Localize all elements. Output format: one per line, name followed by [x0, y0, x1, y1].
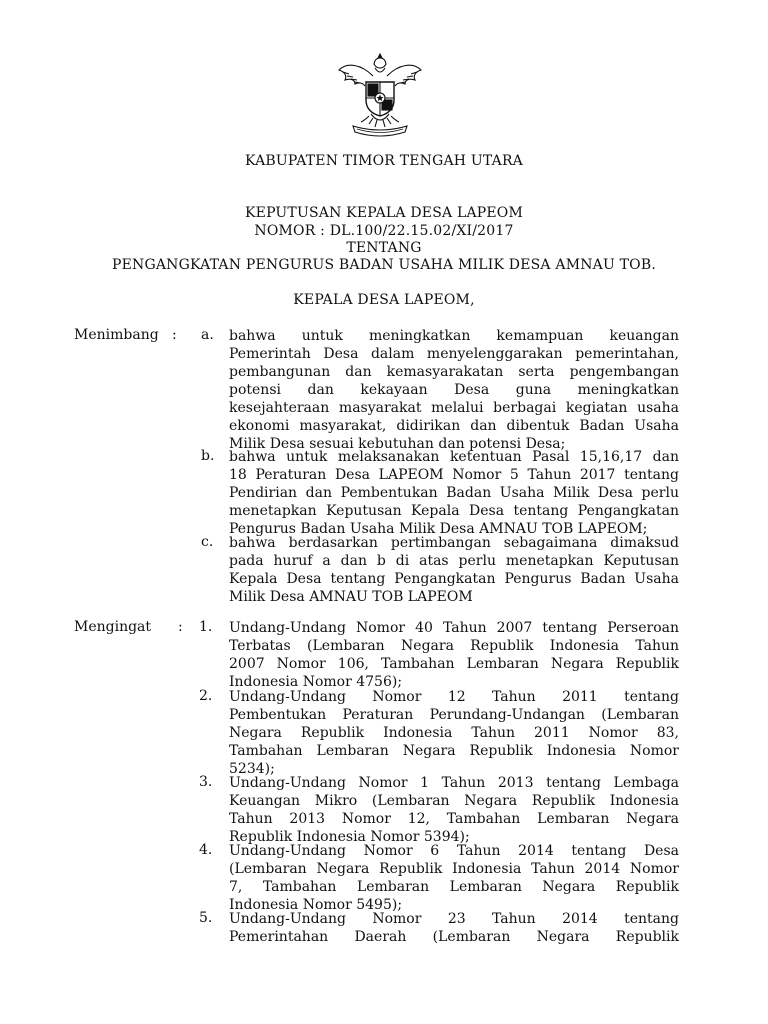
legal-basis-item [229, 774, 679, 846]
legal-basis-item [229, 842, 679, 914]
text-line: Terbatas (Lembaran Negara Republik Indonesia Tahun [229, 638, 679, 654]
text-line: 5234); [229, 761, 275, 777]
text-line: Undang-Undang Nomor 40 Tahun 2007 tentang Perseroan [229, 620, 679, 636]
issuing-authority: KEPALA DESA LAPEOM, [293, 292, 475, 308]
consideration-item [229, 327, 679, 453]
consideration-marker: a. [201, 327, 214, 343]
menimbang-label: Menimbang [74, 327, 159, 343]
text-line: Indonesia Nomor 4756); [229, 674, 403, 690]
legal-basis-marker: 5. [199, 910, 213, 926]
menimbang-colon: : [172, 327, 177, 343]
consideration-item [229, 448, 679, 538]
text-line: kesejahteraan masyarakat melalui berbagai kegiatan usaha [229, 400, 679, 416]
text-line: 7, Tambahan Lembaran Lembaran Negara Republik [229, 879, 679, 895]
text-line: 2007 Nomor 106, Tambahan Lembaran Negara Republik [229, 656, 679, 672]
text-line: potensi dan kekayaan Desa guna meningkatkan [229, 382, 679, 398]
text-line: Pendirian dan Pembentukan Badan Usaha Milik Desa perlu [229, 485, 679, 501]
text-line: Pembentukan Peraturan Perundang-Undangan (Lembaran [229, 707, 679, 723]
text-line: pembangunan dan kemasyarakatan serta pengembangan [229, 364, 679, 380]
text-line: Pengurus Badan Usaha Milik Desa AMNAU TOB LAPEOM; [229, 521, 648, 537]
text-line: Undang-Undang Nomor 12 Tahun 2011 tentang [229, 689, 679, 705]
consideration-marker: c. [201, 534, 214, 550]
consideration-marker: b. [201, 448, 215, 464]
text-line: bahwa untuk melaksanakan ketentuan Pasal 15,16,17 dan [229, 449, 679, 465]
text-line: bahwa berdasarkan pertimbangan sebagaimana dimaksud [229, 535, 679, 551]
legal-basis-marker: 4. [199, 842, 213, 858]
text-line: Milik Desa AMNAU TOB LAPEOM [229, 589, 473, 605]
decree-about: TENTANG [346, 240, 422, 256]
text-line: Tambahan Lembaran Negara Republik Indonesia Nomor [229, 743, 679, 759]
text-line: Negara Republik Indonesia Tahun 2011 Nomor 83, [229, 725, 679, 741]
text-line: Undang-Undang Nomor 6 Tahun 2014 tentang Desa [229, 843, 679, 859]
text-line: Milik Desa sesuai kebutuhan dan potensi Desa; [229, 436, 566, 452]
legal-basis-item [229, 910, 679, 946]
legal-basis-marker: 3. [199, 774, 213, 790]
text-line: Republik Indonesia Nomor 5394); [229, 829, 470, 845]
text-line: Indonesia Nomor 5495); [229, 897, 403, 913]
consideration-item [229, 534, 679, 606]
text-line: Tahun 2013 Nomor 12, Tambahan Lembaran Negara [229, 811, 679, 827]
text-line: bahwa untuk meningkatkan kemampuan keuangan [229, 328, 679, 344]
text-line: pada huruf a dan b di atas perlu menetapkan Keputusan [229, 553, 679, 569]
text-line: Keuangan Mikro (Lembaran Negara Republik Indonesia [229, 793, 679, 809]
decree-title: KEPUTUSAN KEPALA DESA LAPEOM [244, 205, 524, 221]
legal-basis-marker: 1. [199, 619, 213, 635]
decree-number: NOMOR : DL.100/22.15.02/XI/2017 [254, 223, 514, 239]
text-line: menetapkan Keputusan Kepala Desa tentang Pengangkatan [229, 503, 679, 519]
text-line: Pemerintah Desa dalam menyelenggarakan pemerintahan, [229, 346, 679, 362]
text-line: Undang-Undang Nomor 23 Tahun 2014 tentang [229, 911, 679, 927]
text-line: 18 Peraturan Desa LAPEOM Nomor 5 Tahun 2017 tentang [229, 467, 679, 483]
decree-subject: PENGANGKATAN PENGURUS BADAN USAHA MILIK DESA AMNAU TOB. [112, 257, 656, 273]
text-line: ekonomi masyarakat, didirikan dan dibentuk Badan Usaha [229, 418, 679, 434]
text-line: Kepala Desa tentang Pengangkatan Pengurus Badan Usaha [229, 571, 679, 587]
garuda-emblem-icon [335, 52, 425, 138]
legal-basis-item [229, 688, 679, 778]
text-line: Undang-Undang Nomor 1 Tahun 2013 tentang Lembaga [229, 775, 679, 791]
mengingat-label: Mengingat [74, 619, 152, 635]
legal-basis-item [229, 619, 679, 691]
mengingat-colon: : [178, 619, 183, 635]
text-line: (Lembaran Negara Republik Indonesia Tahun 2014 Nomor [229, 861, 679, 877]
regency-heading: KABUPATEN TIMOR TENGAH UTARA [245, 153, 523, 169]
legal-basis-marker: 2. [199, 688, 213, 704]
text-line: Pemerintahan Daerah (Lembaran Negara Republik [229, 929, 679, 945]
